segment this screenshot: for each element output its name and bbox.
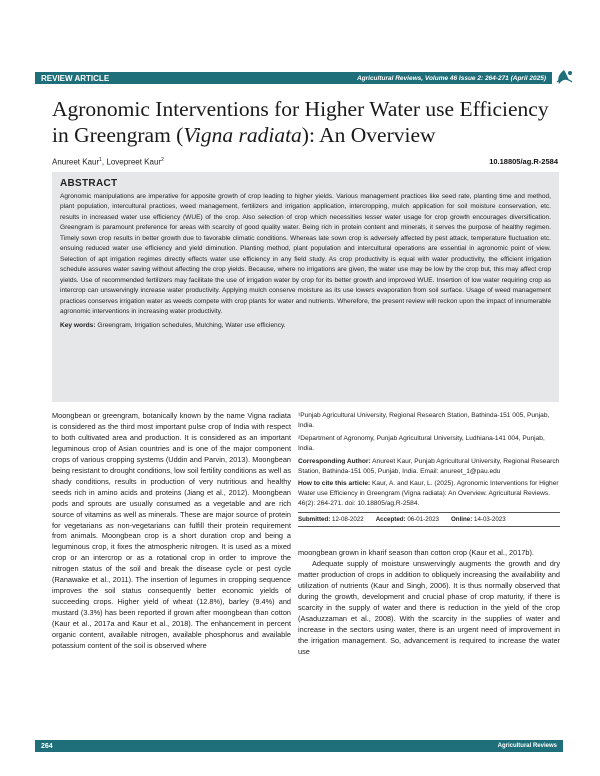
body-right-column: [298, 548, 560, 658]
page-number: 264: [41, 742, 53, 750]
affiliation-block: [298, 411, 560, 527]
online-label: Online:: [450, 515, 473, 523]
footer-journal: Agricultural Reviews: [497, 743, 557, 749]
body-right-paragraph-1: moongbean grown in kharif season than cotton crop (Kaur et al., 2017b).: [298, 548, 534, 557]
affiliation-1: ¹Punjab Agricultural University, Regional Research Station, Bathinda-151 005, Punjab, India.: [298, 412, 550, 429]
article-title: [52, 96, 562, 148]
submitted-value: 12-08-2022: [330, 515, 364, 523]
journal-logo-icon: [553, 68, 575, 88]
corresponding-label: Corresponding Author:: [298, 457, 371, 465]
author-list: [52, 157, 164, 167]
dates-row: [298, 512, 560, 527]
title-species: Vigna radiata: [183, 123, 302, 147]
doi[interactable]: 10.18805/ag.R-2584: [489, 157, 558, 166]
how-to-cite: [298, 479, 560, 509]
title-main: Agronomic Interventions for Higher Water use Efficiency in Greengram (: [52, 97, 549, 147]
title-tail: ): An Overview: [301, 123, 436, 147]
how-to-cite-label: How to cite this article:: [298, 480, 371, 488]
submitted-label: Submitted:: [298, 515, 331, 523]
author-1-affil: 1: [99, 157, 102, 163]
affiliation-2: ²Department of Agronomy, Punjab Agricultural University, Ludhiana-141 004, Punjab, India.: [298, 434, 545, 452]
corresponding-text: Anureet Kaur, Punjab Agricultural University, Regional Research Station, Bathinda-151 005, Punjab, India. Email: anureet_1@pau.edu: [298, 457, 560, 475]
author-1: Anureet Kaur: [52, 157, 100, 167]
accepted-label: Accepted:: [375, 515, 406, 523]
corresponding-author: [298, 457, 560, 477]
online-date: [451, 515, 506, 525]
abstract-heading: ABSTRACT: [60, 178, 118, 189]
author-2: Lovepreet Kaur: [106, 157, 162, 167]
section-label: REVIEW ARTICLE: [41, 73, 110, 83]
accepted-date: [376, 515, 439, 525]
keywords-label: Key words:: [60, 322, 96, 330]
keywords-list: Greengram, Irrigation schedules, Mulching, Water use efficiency.: [95, 322, 286, 330]
body-left-column: Moongbean or greengram, botanically known by the name Vigna radiata is considered as the third most important pulse crop of India with respect to both cultivated area and production. It is considered as an important leguminous crop of Asian countries and is one of the major component crops of various cropping systems (Uddin and Parvin, 2013). Moongbean being resistant to drought conditions, low soil fertility conditions as well as shady conditions, results in production of very nutritious and healthy seeds rich in amino acids and proteins (Jiang et al., 2012). Moongbean pods and sprouts are usually consumed as a vegetable and are rich source of vitamins as well as minerals. These are major source of protein for vegetarians as non-vegetarians can fulfill their protein requirement from animals. Moongbean crop is a short duration crop and being a leguminous crop, it fixes the atmospheric nitrogen. It is used as a mixed crop or an intercrop or as a rotational crop in order to improve the nitrogen status of the soil and break the disease cycle or pest cycle (Ranawake et al., 2011). The insertion of legumes in cropping sequence improves the soil status consequently better economic yields of succeeding crops. Higher yield of wheat (12.8%), barley (9.4%) and mustard (3.3%) has been reported if grown after moongbean than cotton (Kaur et al., 2017a and Kaur et al., 2018). The enhancement in percent organic content, available nitrogen, available phosphorus and available potassium content of the soil is observed where: [52, 411, 291, 651]
how-to-cite-text: Kaur, A. and Kaur, L. (2025). Agronomic Interventions for Higher Water use Efficiency in Greengram (Vigna radiata): An Overview. Agricultural Reviews. 46(2): 264-271. doi: 10.18805/ag.R-2584.: [298, 480, 559, 508]
online-value: 14-03-2023: [472, 515, 506, 523]
abstract-text: Agronomic manipulations are imperative for apposite growth of crop leading to higher yields. Various management practices like seed rate, planting time and method, plant population, intercultural practices, weed management, fertilizers and irrigation application, intercropping, mulch application for soil moisture conservation, etc. results in increased water use efficiency (WUE) of the crop. Also selection of crop which necessities lesser water usage for crop growth encourages diversification. Greengram is paramount preference for areas with scarcity of good quality water. Being rich in protein content and minerals, it serves the purpose of healthy regimen. Timely sown crop results in better growth due to favorable climatic conditions. Whereas late sown crop is adversely affected by pest attack, temperature fluctuation etc. ensuing reduced water use efficiency and yield diminution. Planting method, plant population and intercultural operations are essential in agronomic point of view. Selection of apt irrigation regimes directly effects water use efficiency in any field study. As crop productivity is equal with water productivity, the efficient irrigation schedule assures water saving without affecting the crop yields. Because, where no irrigations are given, the water use may be low by the crop but, this may affect crop yields. Use of recommended fertilizers may facilitate the use of irrigation water by crop for its better growth and improved WUE. Insertion of low water requiring crop as intercrop can unswervingly increase water productivity. Applying mulch conserve moisture as its use lowers evaporation from soil surface. Usage of weed management practices conserves irrigation water as weeds compete with crop plants for water and nutrients. Wherefore, the present review will reckon upon the impact of innumerable agronomic interventions in increasing water productivity.: [60, 193, 551, 315]
accepted-value: 06-01-2023: [405, 515, 439, 523]
body-right-paragraph-2: Adequate supply of moisture unswervingly augments the growth and dry matter production of crops in addition to obliquely increasing the availability and utilization of nutrients (Kaur and Singh, 2006). It is thus normally observed that during the growth, development and crucial phase of crop maturity, if there is scarcity in the supply of water and there is reduction in the yield of the crop (Asaduzzaman et al., 2008). With the scarcity in the supplies of water and increase in the sectors using water, there is an urgent need of improvement in the irrigation management. So, advancement is required to increase the water use: [298, 558, 560, 656]
submitted-date: [298, 515, 364, 525]
header-band: [35, 72, 552, 84]
author-2-affil: 2: [161, 157, 164, 163]
abstract-box: [52, 172, 559, 402]
keywords: [60, 322, 551, 329]
journal-citation: Agricultural Reviews, Volume 46 Issue 2: 264-271 (April 2025): [356, 74, 546, 82]
author-separator: ,: [101, 157, 107, 167]
footer-band: [35, 740, 563, 752]
